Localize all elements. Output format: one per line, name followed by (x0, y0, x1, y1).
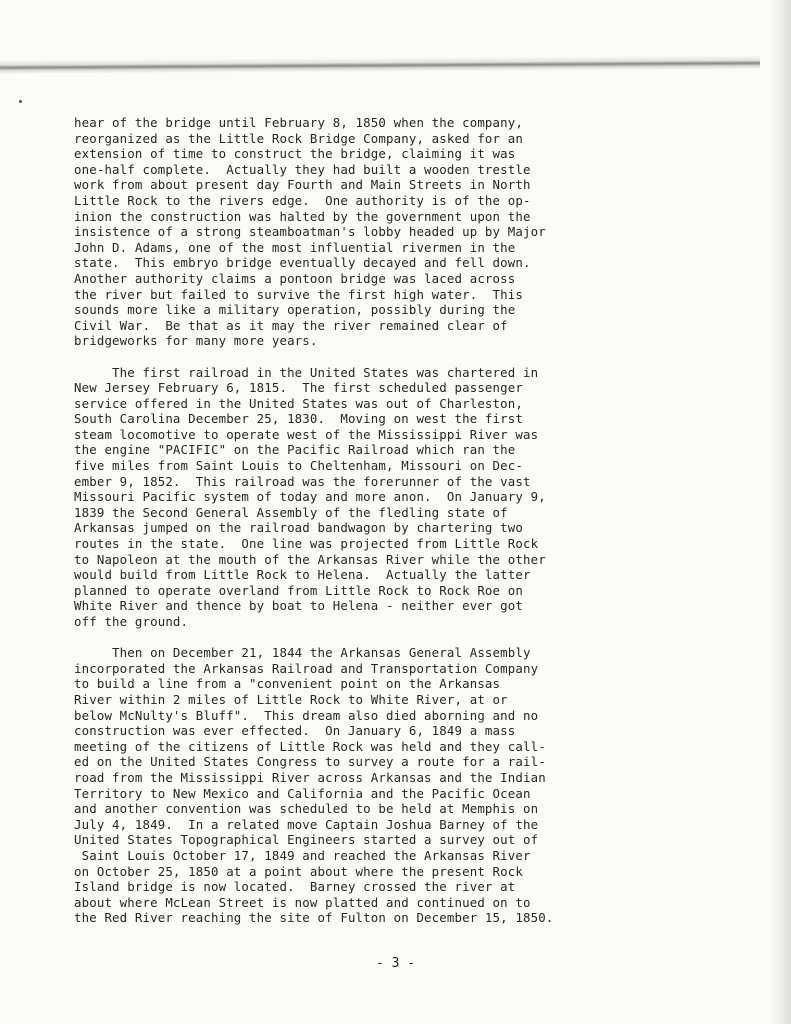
text-line: about where McLean Street is now platted and continued on to (74, 894, 531, 910)
text-line: to Napoleon at the mouth of the Arkansas River while the other (74, 551, 546, 567)
text-line: the Red River reaching the site of Fulton on December 15, 1850. (74, 910, 554, 926)
text-line: and another convention was scheduled to be held at Memphis on (74, 801, 539, 817)
text-line: John D. Adams, one of the most influential rivermen in the (74, 239, 516, 255)
text-line: hear of the bridge until February 8, 1850 when the company, (74, 115, 523, 130)
text-line: routes in the state. One line was projected from Little Rock (74, 536, 539, 552)
text-line: below McNulty's Bluff". This dream also died aborning and no (74, 707, 539, 723)
text-line: steam locomotive to operate west of the Mississippi River was (74, 426, 539, 442)
text-line: Civil War. Be that as it may the river remained clear of (74, 317, 508, 333)
text-line: service offered in the United States was out of Charleston, (74, 395, 523, 411)
text-line: reorganized as the Little Rock Bridge Company, asked for an (74, 130, 523, 146)
text-line: White River and thence by boat to Helena - neither ever got (74, 598, 523, 614)
text-line: work from about present day Fourth and Main Streets in North (74, 177, 531, 193)
text-line: River within 2 miles of Little Rock to White River, at or (74, 691, 508, 707)
text-line: The first railroad in the United States was chartered in (74, 364, 539, 380)
text-line: incorporated the Arkansas Railroad and Transportation Company (74, 660, 539, 676)
text-line: the river but failed to survive the first high water. This (74, 286, 523, 302)
speck (19, 100, 22, 103)
text-line: bridgeworks for many more years. (74, 333, 318, 349)
text-line: Arkansas jumped on the railroad bandwagon by chartering two (74, 520, 523, 536)
text-line: New Jersey February 6, 1815. The first scheduled passenger (74, 380, 523, 396)
text-line: the engine "PACIFIC" on the Pacific Railroad which ran the (74, 442, 516, 458)
paragraph (74, 115, 714, 349)
text-line: ed on the United States Congress to survey a route for a rail- (74, 754, 546, 770)
text-line: on October 25, 1850 at a point about where the present Rock (74, 863, 523, 879)
text-line: insistence of a strong steamboatman's lobby headed up by Major (74, 224, 546, 240)
text-line: extension of time to construct the bridge, claiming it was (74, 146, 516, 162)
text-line: Saint Louis October 17, 1849 and reached the Arkansas River (74, 847, 531, 863)
text-line: Little Rock to the rivers edge. One authority is of the op- (74, 192, 531, 208)
text-line: construction was ever effected. On January 6, 1849 a mass (74, 723, 516, 739)
text-line: planned to operate overland from Little Rock to Rock Roe on (74, 582, 523, 598)
text-line: July 4, 1849. In a related move Captain Joshua Barney of the (74, 816, 539, 832)
text-line: would build from Little Rock to Helena. Actually the latter (74, 567, 531, 583)
text-line: Island bridge is now located. Barney crossed the river at (74, 879, 516, 895)
paragraph (74, 365, 714, 630)
text-line: United States Topographical Engineers started a survey out of (74, 832, 539, 848)
text-line: sounds more like a military operation, possibly during the (74, 302, 516, 318)
fold-line (0, 55, 760, 74)
text-line: off the ground. (74, 614, 189, 629)
text-line: Missouri Pacific system of today and more anon. On January 9, (74, 489, 546, 505)
text-line: road from the Mississippi River across Arkansas and the Indian (74, 769, 546, 785)
text-line: ember 9, 1852. This railroad was the forerunner of the vast (74, 473, 531, 489)
text-line: meeting of the citizens of Little Rock was held and they call- (74, 738, 546, 754)
paragraph (74, 645, 714, 926)
text-line: South Carolina December 25, 1830. Moving on west the first (74, 411, 523, 427)
text-line: Then on December 21, 1844 the Arkansas General Assembly (74, 645, 531, 661)
text-line: five miles from Saint Louis to Cheltenham, Missouri on Dec- (74, 458, 523, 474)
text-line: one-half complete. Actually they had built a wooden trestle (74, 161, 531, 177)
page-edge-shadow (769, 0, 791, 1024)
text-line: 1839 the Second General Assembly of the fledling state of (74, 504, 508, 520)
page-number: - 3 - (375, 956, 416, 971)
text-line: to build a line from a "convenient point on the Arkansas (74, 676, 501, 692)
text-line: state. This embryo bridge eventually decayed and fell down. (74, 255, 531, 271)
text-line: Another authority claims a pontoon bridge was laced across (74, 270, 516, 286)
body-text (74, 115, 714, 926)
text-line: inion the construction was halted by the government upon the (74, 208, 531, 224)
text-line: Territory to New Mexico and California and the Pacific Ocean (74, 785, 531, 801)
